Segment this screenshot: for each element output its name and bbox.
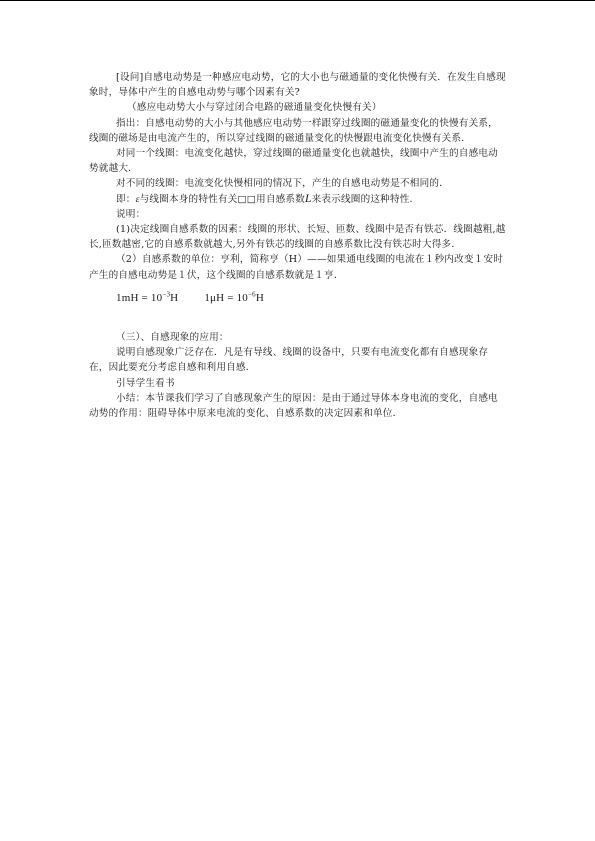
inductance-suffix: 来表示线圈的这种特性． — [311, 193, 420, 205]
explanation-label: 说明： — [116, 208, 146, 220]
document-body — [89, 70, 507, 421]
emf-symbol: ε — [135, 193, 140, 205]
inductance-prefix: 即： — [116, 193, 136, 205]
same-coil-paragraph: 对同一个线圈：电流变化越快，穿过线圈的磁通量变化也就越快，线圈中产生的自感电动势就越大． — [89, 148, 498, 175]
factors-paragraph: (1)决定线圈自感系数的因素：线圈的形状、长短、匝数、线圈中是否有铁芯．线圈越粗,越长,匝数越密,它的自感系数就越大,另外有铁芯的线圈的自感系数比没有铁芯时大得多． — [89, 224, 506, 251]
mh-conversion-base: 1mH = 10 — [116, 291, 163, 304]
inductance-paragraph — [89, 192, 507, 207]
mh-conversion-unit: H — [170, 291, 179, 304]
inductance-middle: 与线圈本身的特性有关□□用自感系数 — [139, 193, 306, 205]
different-coil-paragraph: 对不同的线圈：电流变化快慢相同的情况下，产生的自感电动势是不相同的． — [116, 178, 449, 190]
section-heading-applications: （三）、自感现象的应用： — [116, 332, 229, 344]
answer-paragraph: （感应电动势大小与穿过闭合电路的磁通量变化快慢有关） — [127, 102, 382, 114]
inductance-symbol: L — [305, 192, 312, 205]
uh-conversion-unit: H — [255, 291, 264, 304]
mh-conversion-exponent: −3 — [162, 290, 171, 299]
unit-paragraph: （2）自感系数的单位：亨利，简称亨（H）——如果通电线圈的电流在１秒内改变１安时产生的自感电动势是１伏，这个线圈的自感系数就是１亨． — [89, 254, 504, 281]
point-out-paragraph: 指出：自感电动势的大小与其他感应电动势一样跟穿过线圈的磁通量变化的快慢有关系，线圈的磁场是由电流产生的，所以穿过线圈的磁通量变化的快慢跟电流变化快慢有关系． — [89, 117, 498, 144]
summary-paragraph: 小结：本节课我们学习了自感现象产生的原因：是由于通过导体本身电流的变化，自感电动势的作用：阻碍导体中原来电流的变化、自感系数的决定因素和单位． — [89, 392, 498, 420]
page-top-rule — [0, 0, 595, 1]
uh-conversion-base: 1μH = 10 — [204, 291, 248, 304]
uh-conversion-exponent: −6 — [247, 290, 256, 299]
unit-conversion-formula — [116, 291, 507, 306]
applications-paragraph: 说明自感现象广泛存在．凡是有导线、线圈的设备中，只要有电流变化都有自感现象存在，因此要充分考虑自感和利用自感． — [89, 347, 489, 374]
question-paragraph: [设问]自感电动势是一种感应电动势，它的大小也与磁通量的变化快慢有关．在发生自感现象时，导体中产生的自感电动势与哪个因素有关? — [89, 72, 506, 99]
guide-reading-paragraph: 引导学生看书 — [116, 377, 175, 389]
